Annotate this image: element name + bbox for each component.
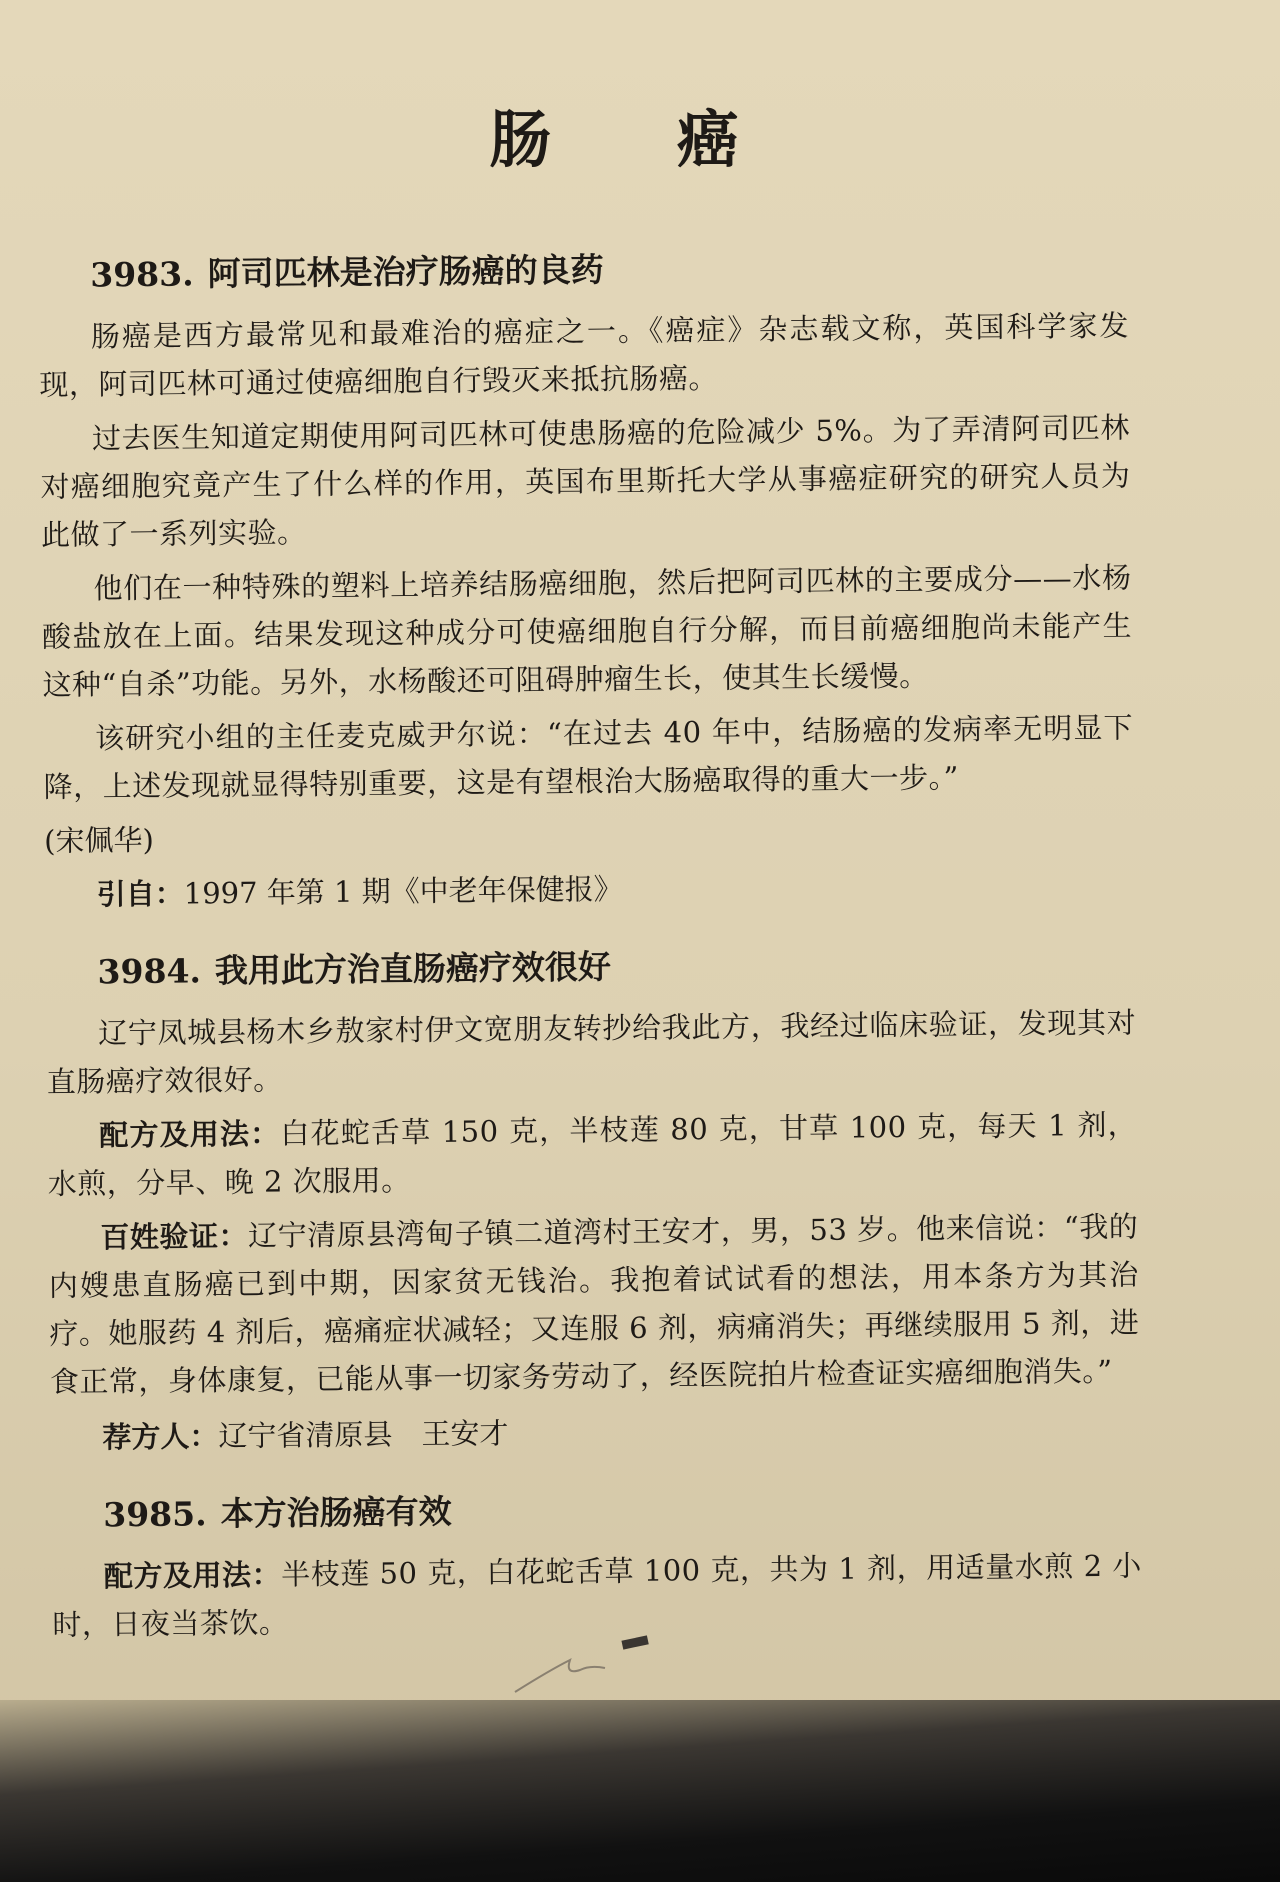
page-content <box>38 239 1143 1675</box>
verification-label: 百姓验证： <box>100 1218 249 1255</box>
source-text: 1997 年第 1 期《中老年保健报》 <box>183 871 623 911</box>
recommender-text: 辽宁省清原县 王安才 <box>218 1416 509 1454</box>
article-3984 <box>45 936 1140 1464</box>
article-heading <box>90 239 1128 297</box>
article-title: 阿司匹林是治疗肠癌的良药 <box>207 250 604 294</box>
table-shadow <box>0 1700 1280 1882</box>
formula-label: 配方及用法： <box>103 1557 282 1594</box>
chapter-title: 肠 癌 <box>489 103 791 176</box>
formula-label: 配方及用法： <box>99 1116 281 1153</box>
verification-paragraph <box>48 1203 1140 1406</box>
article-number: 3984. <box>97 951 202 992</box>
byline: (宋佩华) <box>44 822 155 858</box>
article-title: 我用此方治直肠癌疗效很好 <box>214 947 612 991</box>
recommender-label: 荐方人： <box>102 1419 219 1455</box>
paragraph: 肠癌是西方最常见和最难治的癌症之一。《癌症》杂志载文称，英国科学家发现，阿司匹林可通过使癌细胞自行毁灭来抵抗肠癌。 <box>39 308 1130 402</box>
intro-paragraph: 辽宁凤城县杨木乡敖家村伊文宽朋友转抄给我此方，我经过临床验证，发现其对直肠癌疗效很好。 <box>46 1005 1137 1099</box>
source-label: 引自： <box>96 876 184 912</box>
article-3983 <box>38 239 1135 921</box>
formula-text: 白花蛇舌草 150 克，半枝莲 80 克，甘草 100 克，每天 1 剂，水煎，分早、晚 2 次服用。 <box>47 1107 1138 1201</box>
pen-scribble-mark <box>510 1630 660 1700</box>
article-title: 本方治肠癌有效 <box>220 1491 452 1534</box>
paragraph: 他们在一种特殊的塑料上培养结肠癌细胞，然后把阿司匹林的主要成分——水杨酸盐放在上面。结果发现这种成分可使癌细胞自行分解，而目前癌细胞尚未能产生这种“自杀”功能。另外，水杨酸还可阻碍肿瘤生长，使其生长缓慢。 <box>41 560 1133 702</box>
article-3985 <box>51 1479 1143 1649</box>
verification-text: 辽宁清原县湾甸子镇二道湾村王安才，男，53 岁。他来信说：“我的内嫂患直肠癌已到中期，因家贫无钱治。我抱着试试看的想法，用本条方为其治疗。她服药 4 剂后，癌痛症状减轻；又连服 6 剂，病痛消失；再继续服用 5 剂，进食正常，身体康复，已能从事一切家务劳动了，经医院拍片检查证实癌细胞消失。” <box>48 1209 1140 1399</box>
article-number: 3985. <box>103 1494 207 1535</box>
formula-text: 半枝莲 50 克，白花蛇舌草 100 克，共为 1 剂，用适量水煎 2 小时，日夜当茶饮。 <box>52 1548 1143 1642</box>
article-number: 3983. <box>90 254 194 295</box>
formula-paragraph <box>47 1101 1138 1208</box>
article-heading <box>103 1479 1141 1537</box>
paragraph: 该研究小组的主任麦克威尹尔说：“在过去 40 年中，结肠癌的发病率无明显下降，上述发现就显得特别重要，这是有望根治大肠癌取得的重大一步。” <box>43 710 1134 804</box>
recommender-line <box>102 1401 1140 1464</box>
paragraph: 过去医生知道定期使用阿司匹林可使患肠癌的危险减少 5%。为了弄清阿司匹林对癌细胞究竟产生了什么样的作用，英国布里斯托大学从事癌症研究的研究人员为此做了一系列实验。 <box>40 410 1131 552</box>
article-heading <box>97 936 1135 994</box>
source-line <box>96 858 1134 921</box>
